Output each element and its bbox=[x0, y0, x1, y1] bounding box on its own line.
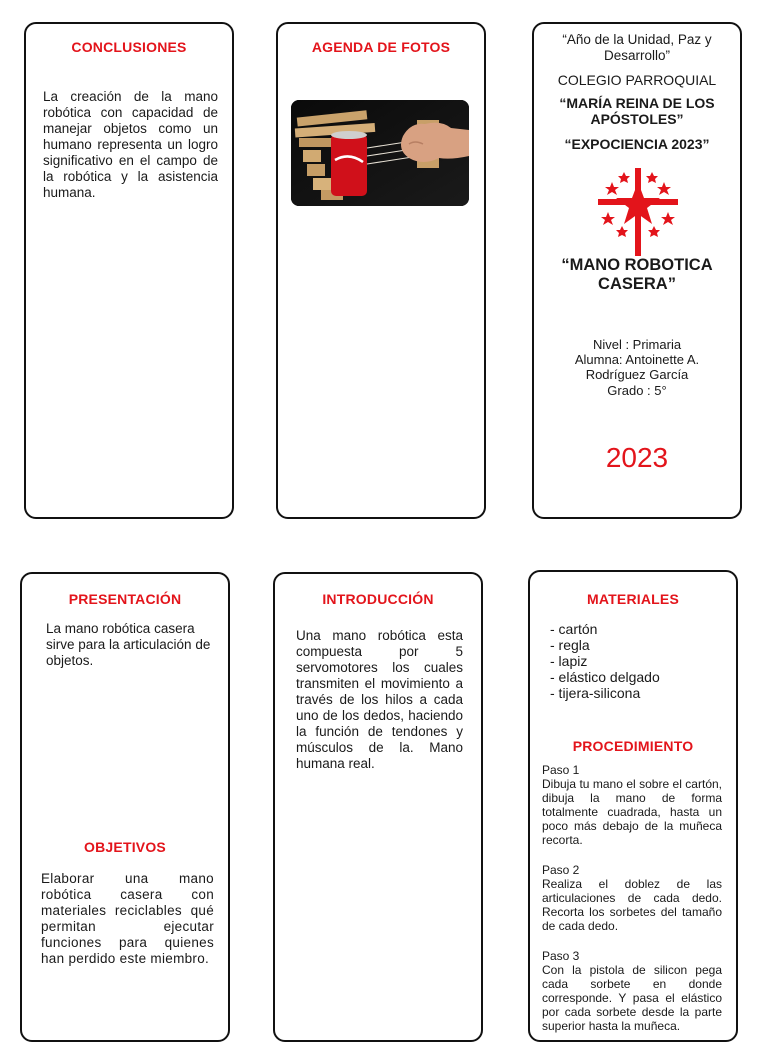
step-text: Dibuja tu mano el sobre el cartón, dibuja la mano de forma totalmente cuadrada, hasta un poco más debajo de la muñeca recorta. bbox=[542, 777, 722, 847]
cover-year: 2023 bbox=[605, 442, 669, 473]
grado-text: Grado : 5° bbox=[607, 383, 667, 398]
cover-panel bbox=[532, 22, 742, 519]
step-title: Paso 2 bbox=[542, 863, 580, 877]
material-item: - elástico delgado bbox=[550, 669, 660, 685]
material-item: - tijera-silicona bbox=[550, 685, 641, 701]
material-item: - lapiz bbox=[550, 653, 588, 669]
school-type: COLEGIO PARROQUIAL bbox=[557, 72, 717, 88]
event-name: “EXPOCIENCIA 2023” bbox=[564, 136, 710, 152]
school-name: “MARÍA REINA DE LOS APÓSTOLES” bbox=[559, 95, 715, 127]
material-item: - cartón bbox=[550, 621, 598, 637]
step-2 bbox=[542, 863, 722, 933]
agenda-heading: AGENDA DE FOTOS bbox=[311, 39, 451, 55]
conclusiones-panel bbox=[24, 22, 234, 519]
presentacion-text: La mano robótica casera sirve para la articulación de objetos. bbox=[46, 621, 211, 668]
materiales-panel bbox=[528, 570, 738, 1042]
robotic-hand-photo-icon bbox=[291, 100, 469, 206]
agenda-panel bbox=[276, 22, 486, 519]
project-title: “MANO ROBOTICA CASERA” bbox=[561, 256, 713, 293]
step-title: Paso 1 bbox=[542, 763, 580, 777]
step-text: Con la pistola de silicon pega cada sorbete en donde corresponde. Y pasa el elástico por cada sorbete desde la parte superior hasta la muñeca. bbox=[542, 963, 722, 1033]
introduccion-heading: INTRODUCCIÓN bbox=[322, 591, 434, 607]
introduccion-text: Una mano robótica esta compuesta por 5 servomotores los cuales transmiten el movimiento a través de los hilos a cada uno de los dedos, haciendo la función de tendones y músculos de la. Mano humana real. bbox=[296, 628, 463, 771]
procedimiento-heading: PROCEDIMIENTO bbox=[572, 738, 694, 754]
materiales-heading: MATERIALES bbox=[587, 591, 679, 607]
step-text: Realiza el doblez de las articulaciones de cada dedo. Recorta los sorbetes del tamaño de cada dedo. bbox=[542, 877, 722, 933]
objetivos-heading: OBJETIVOS bbox=[84, 839, 166, 855]
nivel-text: Nivel : Primaria bbox=[592, 337, 682, 352]
presentacion-panel bbox=[20, 572, 230, 1042]
objetivos-text: Elaborar una mano robótica casera con materiales reciclables qué permitan ejecutar funciones para quienes han perdido este miembro. bbox=[41, 871, 214, 966]
introduccion-panel bbox=[273, 572, 483, 1042]
material-item: - regla bbox=[550, 637, 590, 653]
step-1 bbox=[542, 763, 722, 847]
conclusiones-text: La creación de la mano robótica con capacidad de manejar objetos como un humano representa un logro significativo en el campo de la robótica y la asistencia humana. bbox=[43, 89, 218, 200]
conclusiones-heading: CONCLUSIONES bbox=[71, 39, 187, 55]
step-3 bbox=[542, 949, 722, 1033]
alumna-text: Alumna: Antoinette A. Rodríguez García bbox=[574, 352, 700, 382]
presentacion-heading: PRESENTACIÓN bbox=[68, 591, 182, 607]
step-title: Paso 3 bbox=[542, 949, 580, 963]
cross-star-emblem-icon bbox=[598, 168, 678, 256]
motto: “Año de la Unidad, Paz y Desarrollo” bbox=[562, 32, 712, 63]
robotic-hand-photo bbox=[291, 100, 469, 206]
materials-list bbox=[550, 621, 660, 701]
